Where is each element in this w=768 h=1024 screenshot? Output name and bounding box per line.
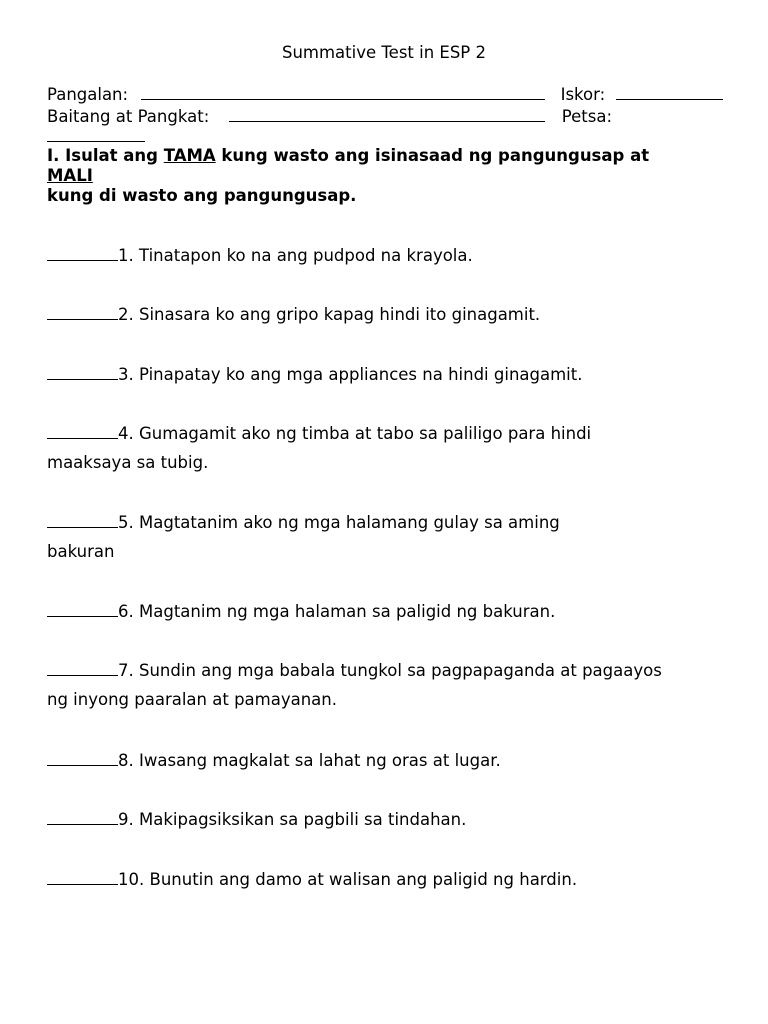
question-item-5-cont xyxy=(47,542,114,562)
instruction-text-a: I. Isulat ang xyxy=(47,146,158,165)
question-item-4 xyxy=(47,423,591,444)
item-number: 3. xyxy=(118,365,134,384)
answer-blank[interactable] xyxy=(47,423,118,439)
item-text-continued: maaksaya sa tubig. xyxy=(47,453,209,472)
name-label: Pangalan: xyxy=(47,85,129,104)
item-number: 9. xyxy=(118,810,134,829)
instruction-line-3 xyxy=(47,186,356,206)
item-number: 2. xyxy=(118,305,134,324)
question-item-7-cont xyxy=(47,690,337,710)
instruction-tama: TAMA xyxy=(163,146,216,165)
date-blank-row xyxy=(47,126,145,147)
question-item-1 xyxy=(47,245,473,266)
item-number: 5. xyxy=(118,513,134,532)
item-text: Gumagamit ako ng timba at tabo sa paliligo para hindi xyxy=(139,424,592,443)
item-text: Magtatanim ako ng mga halamang gulay sa aming xyxy=(139,513,560,532)
date-blank[interactable] xyxy=(47,126,145,142)
item-text: Iwasang magkalat sa lahat ng oras at lugar. xyxy=(139,751,501,770)
item-text-continued: bakuran xyxy=(47,542,115,561)
answer-blank[interactable] xyxy=(47,245,118,261)
instruction-text-b: kung wasto ang isinasaad ng pangungusap at xyxy=(221,146,650,165)
name-score-row xyxy=(47,84,723,105)
answer-blank[interactable] xyxy=(47,601,118,617)
answer-blank[interactable] xyxy=(47,304,118,320)
instruction-line-1 xyxy=(47,146,649,166)
item-text: Bunutin ang damo at walisan ang paligid ng hardin. xyxy=(149,870,578,889)
item-number: 8. xyxy=(118,751,134,770)
item-number: 4. xyxy=(118,424,134,443)
question-item-5 xyxy=(47,512,560,533)
score-blank[interactable] xyxy=(616,84,723,100)
answer-blank[interactable] xyxy=(47,750,118,766)
instruction-text-c: kung di wasto ang pangungusap. xyxy=(47,186,357,205)
item-text-continued: ng inyong paaralan at pamayanan. xyxy=(47,690,337,709)
instruction-mali: MALI xyxy=(47,166,93,185)
question-item-6 xyxy=(47,601,555,622)
question-item-4-cont xyxy=(47,453,208,473)
answer-blank[interactable] xyxy=(47,660,118,676)
item-text: Pinapatay ko ang mga appliances na hindi ginagamit. xyxy=(139,365,583,384)
item-number: 1. xyxy=(118,246,134,265)
grade-blank[interactable] xyxy=(229,106,545,122)
question-item-10 xyxy=(47,869,577,890)
item-text: Magtanim ng mga halaman sa paligid ng bakuran. xyxy=(139,602,556,621)
page-title: Summative Test in ESP 2 xyxy=(281,43,487,62)
item-text: Sinasara ko ang gripo kapag hindi ito ginagamit. xyxy=(139,305,541,324)
question-item-8 xyxy=(47,750,501,771)
item-number: 10. xyxy=(118,870,145,889)
item-text: Tinatapon ko na ang pudpod na krayola. xyxy=(139,246,473,265)
question-item-2 xyxy=(47,304,540,325)
question-item-3 xyxy=(47,364,582,385)
item-text: Makipagsiksikan sa pagbili sa tindahan. xyxy=(139,810,467,829)
item-text: Sundin ang mga babala tungkol sa pagpapaganda at pagaayos xyxy=(139,661,662,680)
item-number: 6. xyxy=(118,602,134,621)
question-item-9 xyxy=(47,809,466,830)
question-item-7 xyxy=(47,660,662,681)
answer-blank[interactable] xyxy=(47,364,118,380)
answer-blank[interactable] xyxy=(47,512,118,528)
answer-blank[interactable] xyxy=(47,809,118,825)
grade-date-row xyxy=(47,106,612,127)
name-blank[interactable] xyxy=(141,84,545,100)
date-label: Petsa: xyxy=(561,107,613,126)
instruction-line-2 xyxy=(47,166,93,186)
answer-blank[interactable] xyxy=(47,869,118,885)
score-label: Iskor: xyxy=(560,85,606,104)
item-number: 7. xyxy=(118,661,134,680)
grade-label: Baitang at Pangkat: xyxy=(47,107,210,126)
